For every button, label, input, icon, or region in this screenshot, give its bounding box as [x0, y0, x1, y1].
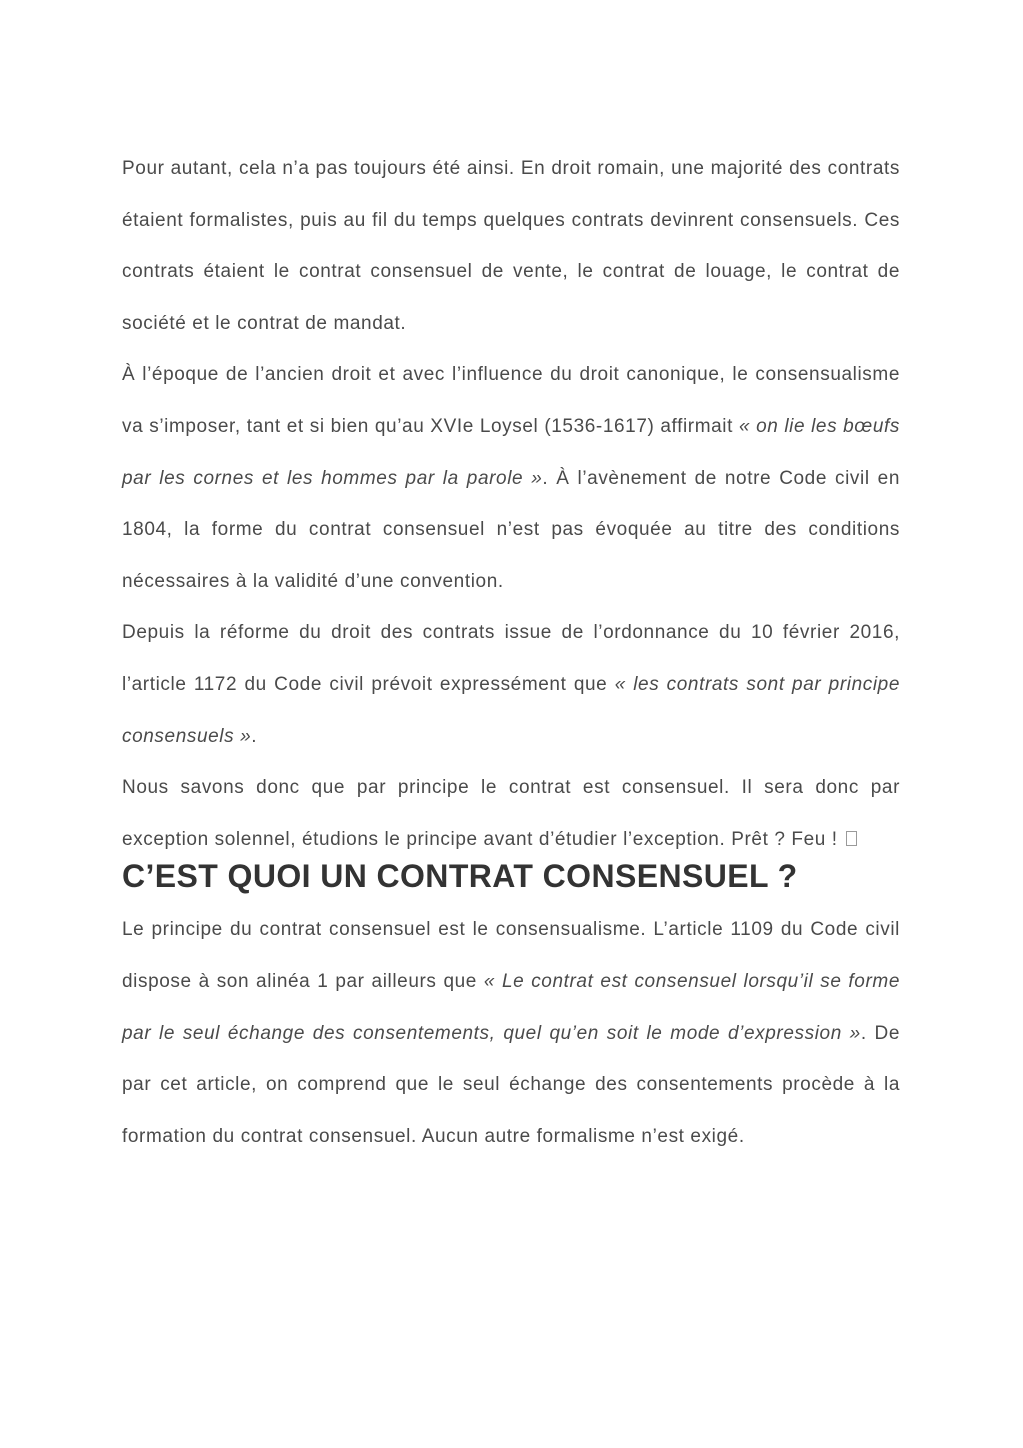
paragraph-text: Le principe du contrat consensuel est le consensualisme. L’article 1109 du Code civil dispose à son alinéa 1 par ailleurs que: [122, 919, 900, 992]
paragraph-text: . À l’avènement de notre Code civil en 1804, la forme du contrat consensuel n’est pas évoquée au titre des conditions nécessaires à la validité d’une convention.: [122, 467, 901, 592]
section-heading: C’EST QUOI UN CONTRAT CONSENSUEL ?: [122, 858, 798, 895]
paragraph-text: Depuis la réforme du droit des contrats issue de l’ordonnance du 10 février 2016, l’article 1172 du Code civil prévoit expressément que: [122, 622, 900, 695]
missing-glyph-box-icon: [846, 831, 857, 846]
body-paragraph: [122, 143, 900, 349]
body-paragraph: [122, 762, 900, 865]
body-paragraph: [122, 349, 900, 607]
paragraph-text: Nous savons donc que par principe le contrat est consensuel. Il sera donc par exception solennel, étudions le principe avant d’étudier l’exception. Prêt ? Feu !: [122, 777, 900, 850]
body-section-before-heading: [122, 143, 900, 865]
paragraph-text: À l’époque de l’ancien droit et avec l’influence du droit canonique, le consensualisme va s’imposer, tant et si bien qu’au XVIe Loysel (1536-1617) affirmait: [122, 364, 900, 437]
body-paragraph: [122, 904, 900, 1162]
paragraph-text: Pour autant, cela n’a pas toujours été ainsi. En droit romain, une majorité des contrats étaient formalistes, puis au fil du temps quelques contrats devinrent consensuels. Ces contrats étaient le contrat consensuel de vente, le contrat de louage, le contrat de société et le contrat de mandat.: [122, 158, 900, 334]
body-paragraph: [122, 607, 900, 762]
quoted-text: « Le contrat est consensuel lorsqu’il se forme par le seul échange des consentements, quel qu’en soit le mode d’expression »: [122, 970, 900, 1044]
quoted-text: « les contrats sont par principe consensuels »: [122, 673, 900, 747]
paragraph-text: .: [251, 725, 258, 747]
quoted-text: « on lie les bœufs par les cornes et les hommes par la parole »: [122, 415, 900, 489]
body-section-after-heading: [122, 904, 900, 1162]
paragraph-text: . De par cet article, on comprend que le seul échange des consentements procède à la formation du contrat consensuel. Aucun autre formalisme n’est exigé.: [122, 1022, 900, 1147]
document-page: [122, 143, 900, 1162]
